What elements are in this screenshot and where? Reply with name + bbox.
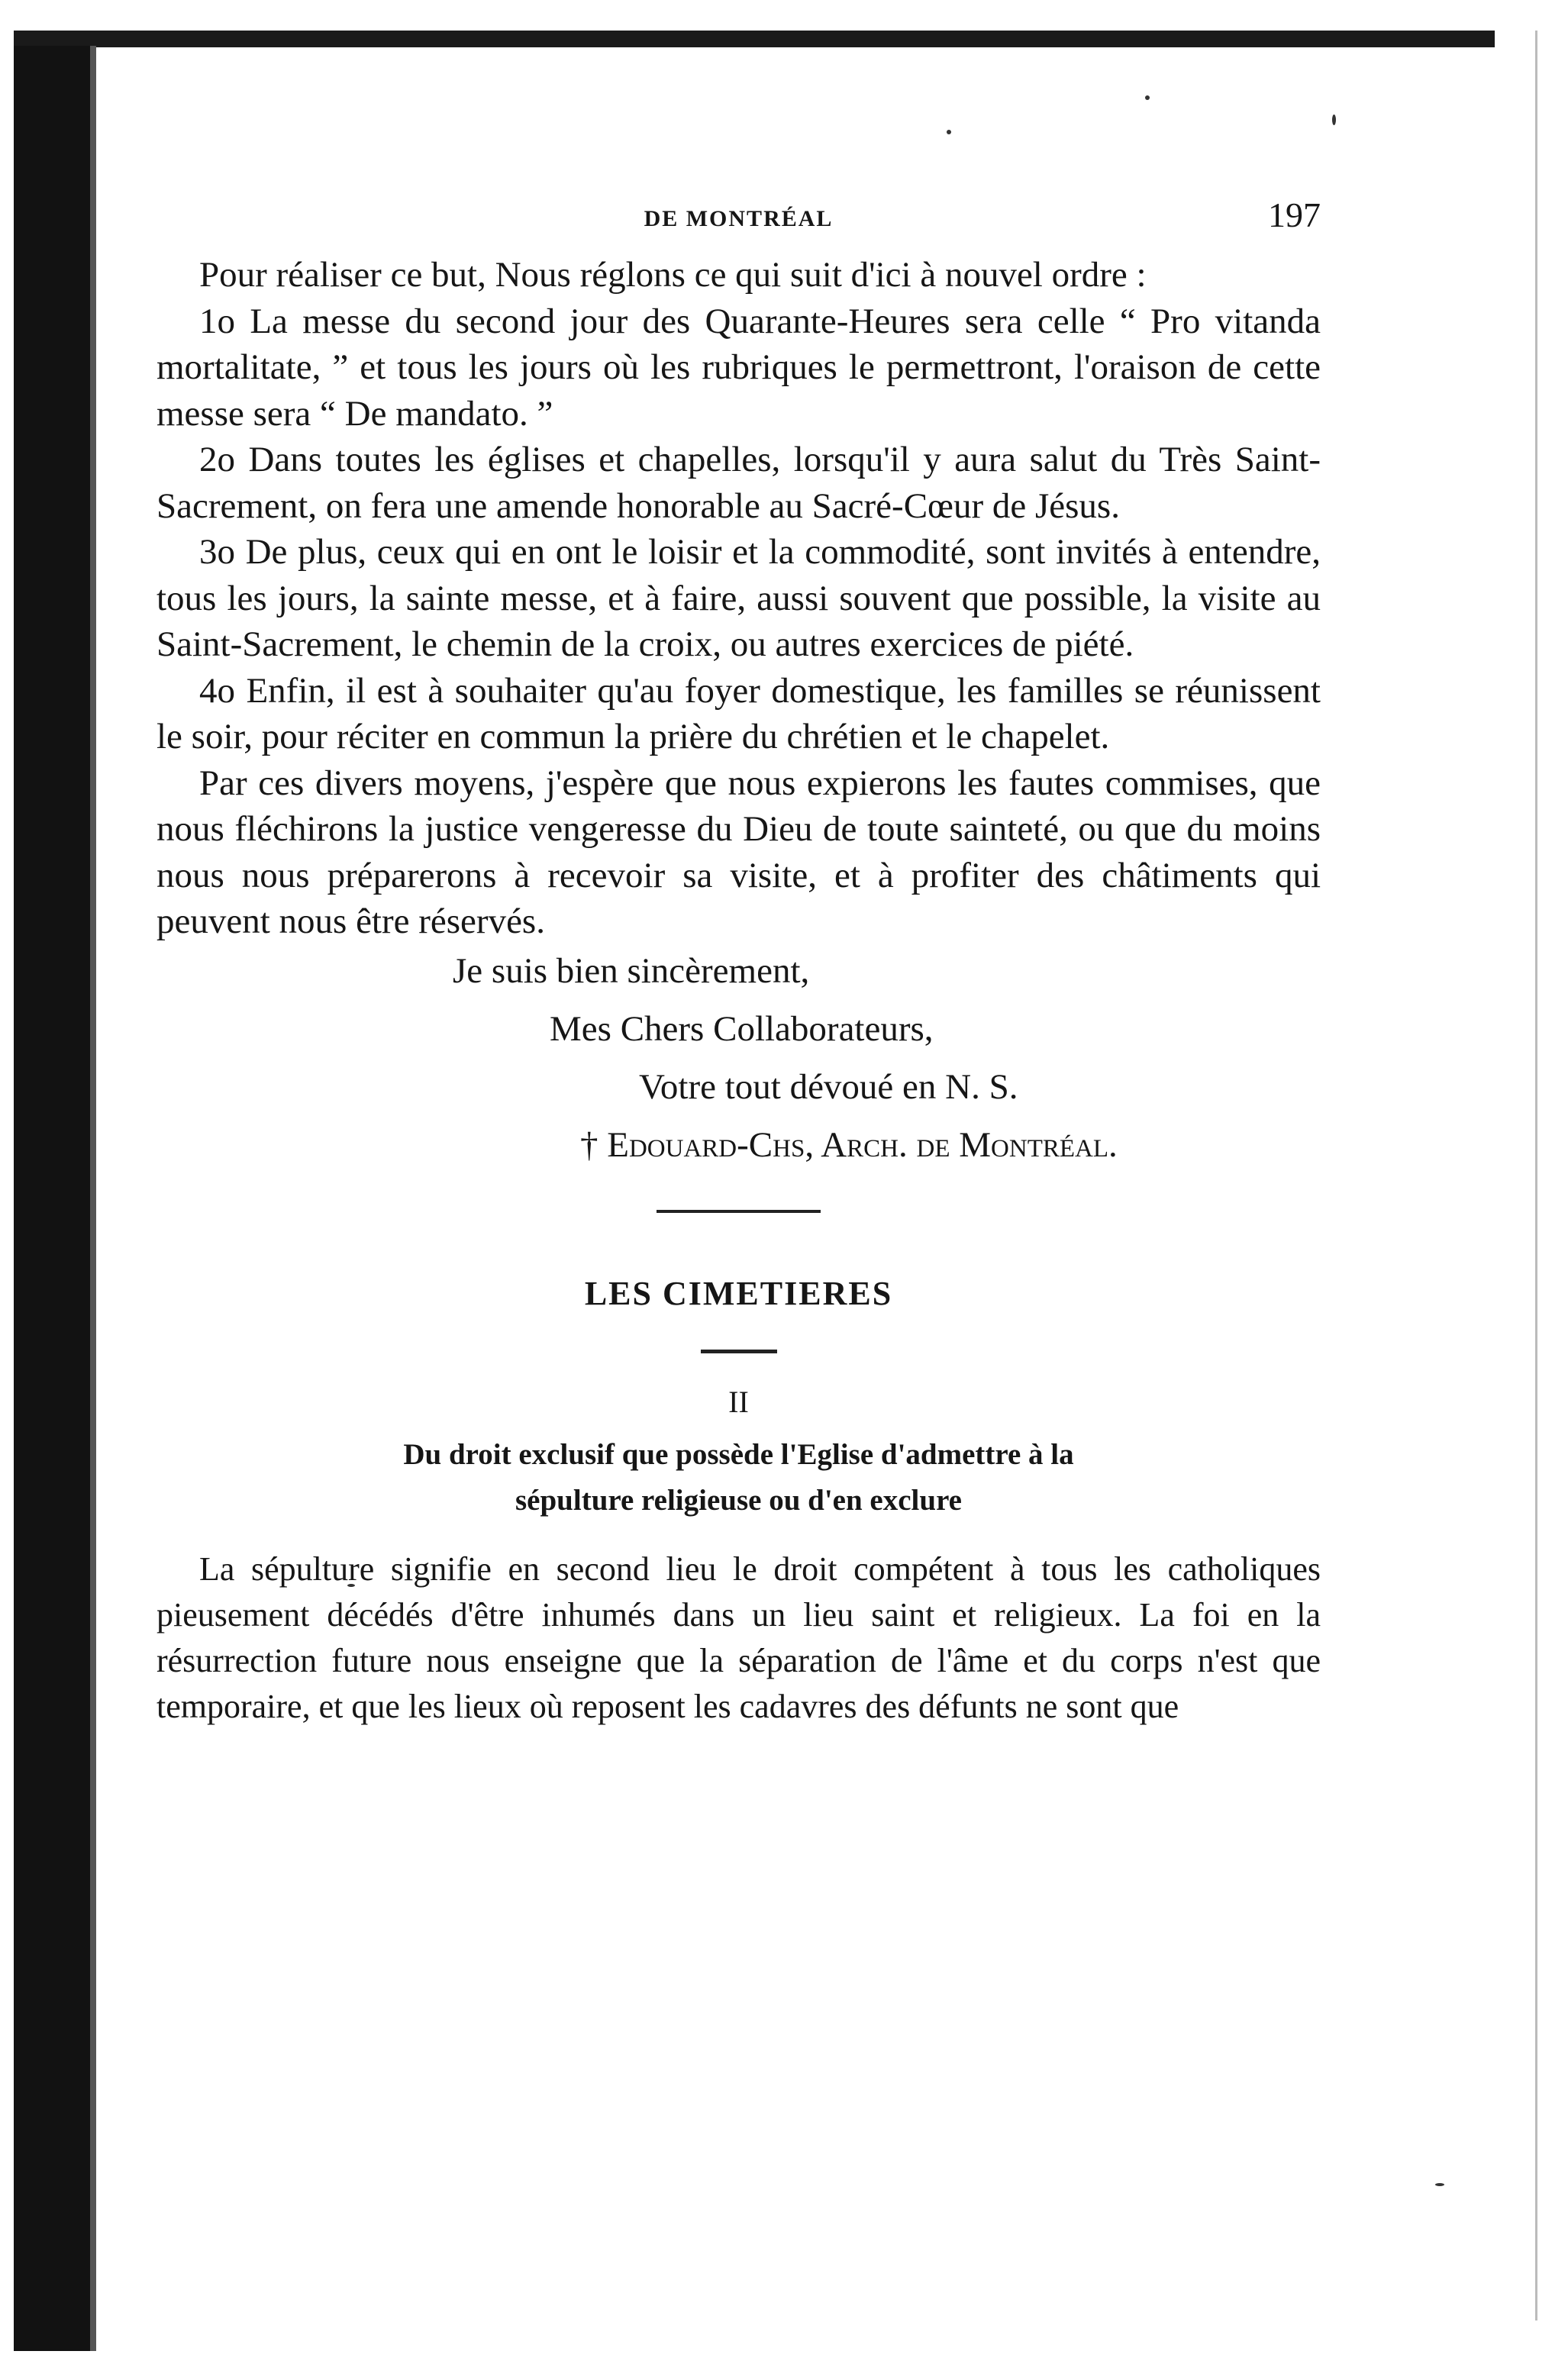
scan-speck <box>1332 114 1336 125</box>
letter-closing <box>156 948 1321 1168</box>
paragraph-intro: Pour réaliser ce but, Nous réglons ce qui suit d'ici à nouvel ordre : <box>199 255 1147 295</box>
paragraph-3: 3o De plus, ceux qui en ont le loisir et la commodité, sont invités à entendre, tous les jours, la sainte messe, et à faire, aussi souvent que possible, la visite au Saint-Sacrement, le chemin de la croix, ou autres exercices de piété. <box>156 532 1321 664</box>
section-number: II <box>728 1384 749 1419</box>
running-head: DE MONTRÉAL <box>644 206 834 231</box>
closing-line: Je suis bien sincèrement, <box>453 950 810 991</box>
page-header <box>156 191 1321 252</box>
subtitle-line: Du droit exclusif que possède l'Eglise d'admettre à la <box>403 1437 1074 1471</box>
book-page <box>156 191 1321 1730</box>
subtitle-line: sépulture religieuse ou d'en exclure <box>515 1483 962 1517</box>
scan-binding-shadow <box>90 46 96 2351</box>
paragraph-1: 1o La messe du second jour des Quarante-Heures sera celle “ Pro vitanda mortalitate, ” et tous les jours où les rubriques le permettront, l'oraison de cette messe sera “ De mandato. ” <box>156 301 1321 434</box>
scan-left-border <box>14 46 90 2351</box>
section-divider <box>657 1210 821 1213</box>
scan-speck <box>947 130 951 134</box>
scan-right-edge <box>1535 31 1537 2320</box>
paragraph-conclusion: Par ces divers moyens, j'espère que nous expierons les fautes commises, que nous fléchirons la justice vengeresse du Dieu de toute sainteté, ou que du moins nous nous préparerons à recevoir sa visite, et à profiter des châtiments qui peuvent nous être réservés. <box>156 763 1321 941</box>
page-number: 197 <box>1268 195 1321 234</box>
title-rule <box>701 1350 777 1353</box>
paragraph-2: 2o Dans toutes les églises et chapelles, lorsqu'il y aura salut du Très Saint-Sacrement, on fera une amende honorable au Sacré-Cœur de Jésus. <box>156 440 1321 526</box>
section-title: LES CIMETIERES <box>584 1274 893 1312</box>
section-body: La sépulture signifie en second lieu le droit compétent à tous les catholiques pieusement décédés d'être inhumés dans un lieu saint et religieux. La foi en la résurrection future nous enseigne que la séparation de l'âme et du corps n'est que temporaire, et que les lieux où reposent les cadavres des défunts ne sont que <box>156 1550 1321 1725</box>
closing-addressee: Mes Chers Collaborateurs, <box>550 1008 934 1049</box>
scan-top-border <box>14 31 1495 47</box>
scan-speck <box>1145 95 1150 100</box>
closing-salutation: Votre tout dévoué en N. S. <box>639 1066 1018 1107</box>
section-subtitle <box>156 1432 1321 1524</box>
paragraph-4: 4o Enfin, il est à souhaiter qu'au foyer domestique, les familles se réunissent le soir, pour réciter en commun la prière du chrétien et le chapelet. <box>156 670 1321 756</box>
signature: † Edouard-Chs, Arch. de Montréal. <box>580 1124 1118 1165</box>
scan-speck <box>1435 2183 1444 2186</box>
